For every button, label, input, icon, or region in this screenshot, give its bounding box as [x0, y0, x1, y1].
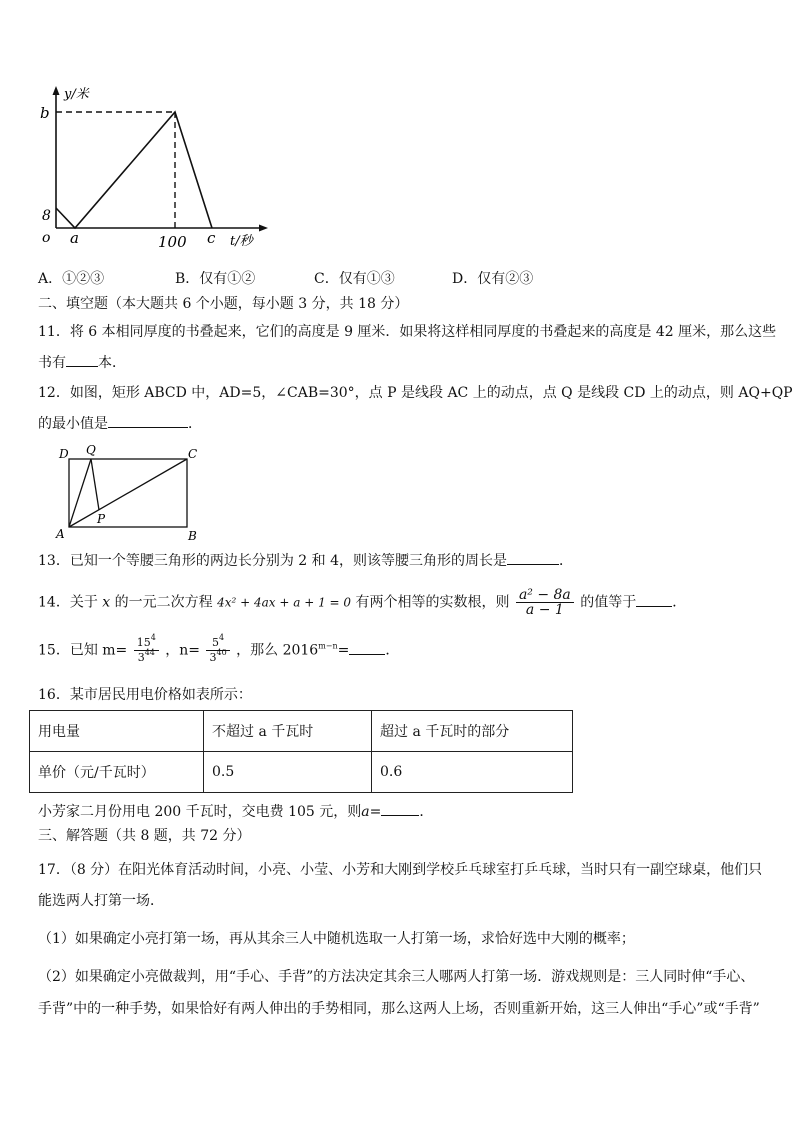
table-cell: 用电量: [30, 711, 204, 752]
q15-m-fraction: [134, 633, 159, 665]
label-D: D: [59, 447, 69, 461]
q15-end: ．: [385, 642, 400, 659]
q12-line2: [38, 413, 202, 434]
table-header-row: [30, 711, 573, 752]
table-cell: 超过 a 千瓦时的部分: [372, 711, 573, 752]
q15-m-den-exp: 44: [144, 648, 155, 657]
q11-post: 本．: [98, 355, 126, 371]
q15-n-num-exp: 4: [219, 633, 225, 642]
q13-blank: [507, 550, 559, 565]
q11-pre: 书有: [38, 355, 66, 371]
q13-pre: 13．已知一个等腰三角形的两边长分别为 2 和 4，则该等腰三角形的周长是: [38, 553, 507, 569]
q15-post: =: [337, 642, 350, 659]
q14-var: x: [102, 594, 111, 611]
q17-line2: 能选两人打第一场．: [38, 893, 164, 909]
x-axis-label: t/秒: [230, 234, 253, 249]
y-axis-arrow: [53, 86, 60, 95]
q15: [38, 633, 400, 665]
q11-line1: 11．将 6 本相同厚度的书叠起来，它们的高度是 9 厘米．如果将这样相同厚度的书叠起来的高度是 42 厘米，那么这些: [38, 324, 777, 340]
label-b: b: [40, 104, 50, 122]
q16-after-eq: =: [369, 804, 382, 820]
q15-m-num: 15: [136, 636, 151, 649]
q14: [38, 588, 686, 617]
q17-line1: 17．（8 分）在阳光体育活动时间，小亮、小莹、小芳和大刚到学校乒乓球室打乒乓球，当时只有一副空球桌，他们只: [38, 862, 763, 878]
q15-n-den: 3: [209, 651, 217, 664]
table-cell: 单价（元/千瓦时）: [30, 752, 204, 793]
rectangle-figure: [55, 443, 205, 543]
label-100: 100: [158, 233, 187, 251]
price-table: [29, 710, 573, 793]
distance-time-graph: [30, 80, 300, 255]
q14-post: 的值等于: [580, 594, 637, 611]
label-c: c: [207, 229, 216, 247]
q17-part1: （1）如果确定小亮打第一场，再从其余三人中随机选取一人打第一场，求恰好选中大刚的概率；: [38, 931, 635, 947]
option-c: C．仅有①③: [314, 271, 395, 287]
diagonal-ac: [69, 459, 187, 527]
q15-n-den-exp: 40: [216, 648, 227, 657]
q15-m-num-exp: 4: [150, 633, 156, 642]
table-cell: 0.5: [204, 752, 372, 793]
q17-part2-line2: 手背”中的一种手势，如果恰好有两人伸出的手势相同，那么这两人上场，否则重新开始，这三人伸出“手心”或“手背”: [38, 1001, 760, 1017]
q12-post: ．: [188, 416, 202, 432]
q15-n-num: 5: [212, 636, 220, 649]
q14-blank: [636, 592, 672, 607]
q14-frac-den: a − 1: [525, 602, 564, 618]
q15-m-den: 3: [137, 651, 145, 664]
q15-n-fraction: [206, 633, 229, 665]
q15-pre: 15．已知 m=: [38, 642, 128, 659]
x-axis-arrow: [259, 225, 268, 232]
label-B: B: [188, 529, 197, 543]
q16-after-var: a: [361, 804, 370, 820]
q17-part2-line1: （2）如果确定小亮做裁判，用“手心、手背”的方法决定其余三人哪两人打第一场．游戏规则是：三人同时伸“手心、: [38, 969, 755, 985]
label-a: a: [70, 229, 79, 247]
q13-post: ．: [558, 553, 573, 569]
q12-line1: 12．如图，矩形 ABCD 中，AD=5，∠CAB=30°，点 P 是线段 AC 上的动点，点 Q 是线段 CD 上的动点，则 AQ+QP: [38, 385, 793, 401]
q14-fraction: [516, 588, 574, 617]
q15-exp: m−n: [318, 641, 338, 651]
q14-end: ．: [672, 594, 687, 611]
q16-blank: [381, 801, 419, 816]
q16-intro: 16．某市居民用电价格如表所示：: [38, 687, 252, 703]
table-cell: 不超过 a 千瓦时: [204, 711, 372, 752]
q12-pre: 的最小值是: [38, 416, 108, 432]
label-P: P: [97, 512, 106, 526]
q11-line2: [38, 352, 126, 373]
graph-polyline: [56, 112, 212, 228]
q15-blank: [349, 640, 385, 655]
q14-equation: 4x² + 4ax + a + 1 = 0: [217, 595, 352, 610]
q14-mid: 的一元二次方程: [114, 594, 213, 611]
y-axis-label: y/米: [64, 87, 89, 102]
option-b: B．仅有①②: [175, 271, 256, 287]
q15-mid: ，那么 2016: [236, 642, 319, 659]
table-row: [30, 752, 573, 793]
label-C: C: [188, 447, 198, 461]
q16-after: [38, 801, 433, 822]
q14-frac-num: a² − 8a: [516, 588, 574, 603]
label-A: A: [56, 527, 65, 541]
option-d: D．仅有②③: [452, 271, 534, 287]
section2-title: 二、填空题（本大题共 6 个小题，每小题 3 分，共 18 分）: [38, 296, 409, 312]
option-a: A．①②③: [38, 271, 105, 287]
segment-qp: [91, 459, 99, 510]
q11-blank: [66, 352, 98, 367]
q14-mid2: 有两个相等的实数根，则: [355, 594, 510, 611]
q12-blank: [108, 413, 188, 428]
label-o: o: [42, 230, 51, 246]
label-8: 8: [42, 208, 51, 224]
q16-after-post: ．: [419, 804, 434, 820]
label-Q: Q: [86, 443, 96, 457]
q14-pre: 14．关于: [38, 594, 98, 611]
section3-title: 三、解答题（共 8 题，共 72 分）: [38, 828, 251, 844]
table-cell: 0.6: [372, 752, 573, 793]
q16-after-pre: 小芳家二月份用电 200 千瓦时，交电费 105 元，则: [38, 804, 362, 820]
q15-sep: ，n=: [165, 642, 201, 659]
q13: [38, 550, 573, 571]
